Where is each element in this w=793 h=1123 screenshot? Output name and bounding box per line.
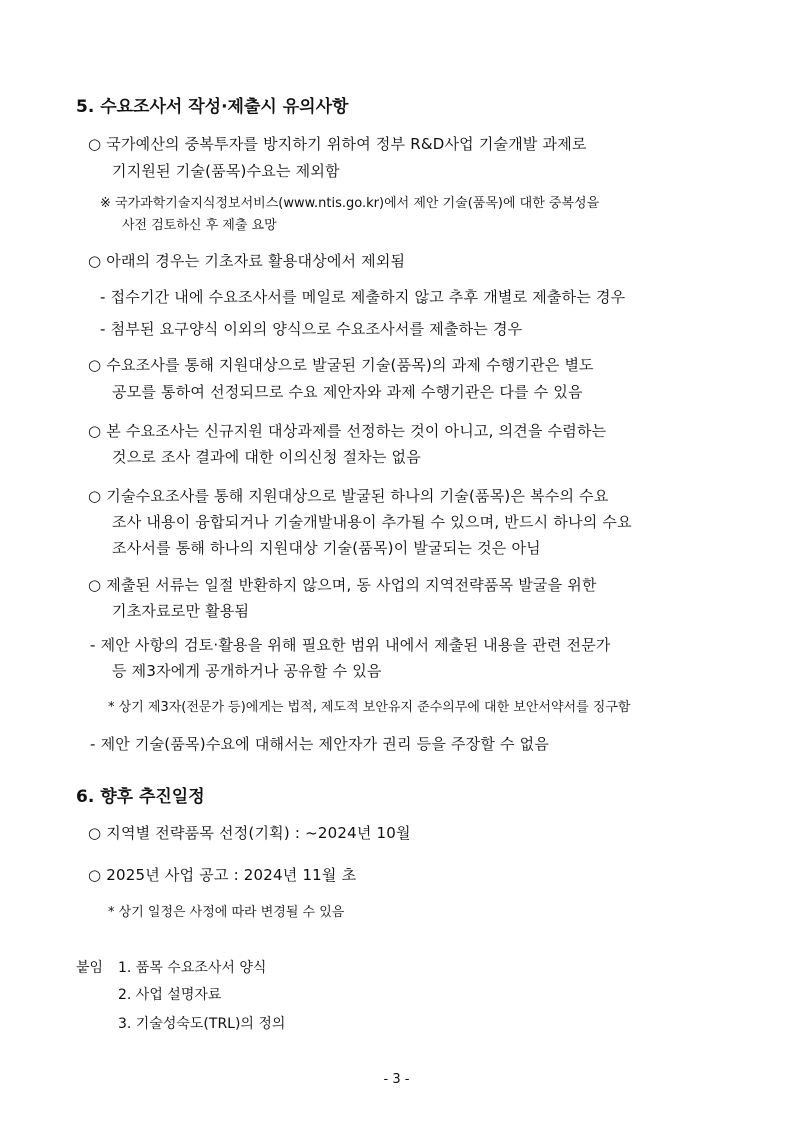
bullet-6-line-1: ○ 제출된 서류는 일절 반환하지 않으며, 동 사업의 지역전략품목 발굴을 위한 [88, 576, 597, 594]
page-number: - 3 - [383, 1072, 410, 1087]
schedule-1: ○ 지역별 전략품목 선정(기획) : ~2024년 10월 [88, 824, 411, 842]
bullet-6-dash-1-line-2: 등 제3자에게 공개하거나 공유할 수 있음 [112, 662, 382, 680]
attachment-item: 2. 사업 설명자료 [118, 987, 222, 1003]
bullet-6-line-2: 기초자료로만 활용됨 [112, 602, 250, 620]
attachment-item: 3. 기술성숙도(TRL)의 정의 [118, 1016, 286, 1032]
note-1-line-2: 사전 검토하신 후 제출 요망 [122, 218, 277, 233]
bullet-3-line-2: 공모를 통하여 선정되므로 수요 제안자와 과제 수행기관은 다를 수 있음 [112, 383, 583, 401]
bullet-5-line-1: ○ 기술수요조사를 통해 지원대상으로 발굴된 하나의 기술(품목)은 복수의 수요 [88, 487, 609, 505]
bullet-2-dash-2: - 첨부된 요구양식 이외의 양식으로 수요조사서를 제출하는 경우 [100, 320, 523, 338]
bullet-2: ○ 아래의 경우는 기초자료 활용대상에서 제외됨 [88, 252, 406, 270]
attachment-label: 붙임 [76, 960, 104, 976]
schedule-note: * 상기 일정은 사정에 따라 변경될 수 있음 [108, 905, 345, 920]
bullet-3-line-1: ○ 수요조사를 통해 지원대상으로 발굴된 기술(품목)의 과제 수행기관은 별도 [88, 356, 594, 374]
section-5-heading: 5. 수요조사서 작성·제출시 유의사항 [76, 97, 349, 117]
attachment-item: 1. 품목 수요조사서 양식 [118, 960, 267, 976]
bullet-1-line-2: 기지원된 기술(품목)수요는 제외함 [112, 162, 340, 180]
bullet-5-line-2: 조사 내용이 융합되거나 기술개발내용이 추가될 수 있으며, 반드시 하나의 수요 [112, 513, 632, 531]
bullet-4-line-1: ○ 본 수요조사는 신규지원 대상과제를 선정하는 것이 아니고, 의견을 수렴하는 [88, 422, 607, 440]
bullet-4-line-2: 것으로 조사 결과에 대한 이의신청 절차는 없음 [112, 448, 421, 466]
bullet-5-line-3: 조사서를 통해 하나의 지원대상 기술(품목)이 발굴되는 것은 아님 [112, 539, 541, 557]
bullet-6-dash-2: - 제안 기술(품목)수요에 대해서는 제안자가 권리 등을 주장할 수 없음 [90, 735, 550, 753]
section-6-heading: 6. 향후 추진일정 [76, 787, 205, 807]
bullet-6-note: * 상기 제3자(전문가 등)에게는 법적, 제도적 보안유지 준수의무에 대한 보안서약서를 징구함 [108, 700, 631, 715]
bullet-6-dash-1-line-1: - 제안 사항의 검토·활용을 위해 필요한 범위 내에서 제출된 내용을 관련 전문가 [90, 636, 611, 654]
schedule-2: ○ 2025년 사업 공고 : 2024년 11월 초 [88, 866, 357, 884]
bullet-2-dash-1: - 접수기간 내에 수요조사서를 메일로 제출하지 않고 추후 개별로 제출하는 경우 [100, 288, 626, 306]
bullet-1-line-1: ○ 국가예산의 중복투자를 방지하기 위하여 정부 R&D사업 기술개발 과제로 [88, 135, 587, 153]
note-1-line-1: ※ 국가과학기술지식정보서비스(www.ntis.go.kr)에서 제안 기술(품목)에 대한 중복성을 [100, 196, 600, 211]
